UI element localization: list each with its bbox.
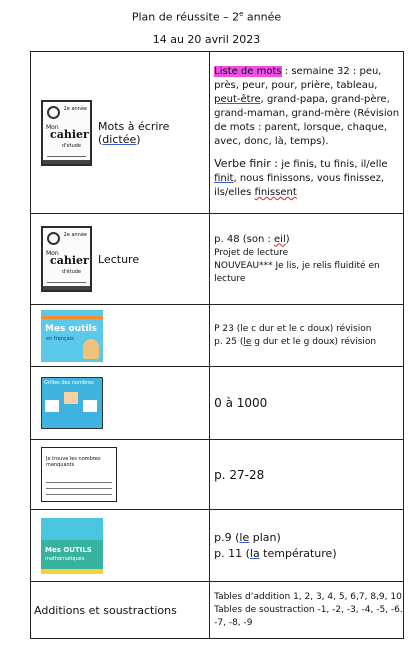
plan-table xyxy=(30,51,404,639)
page-dates: 14 au 20 avril 2023 xyxy=(152,33,261,46)
math-content: p.9 (le plan) p. 11 (la température) xyxy=(210,510,404,582)
francais-content: P 23 (le c dur et le c doux) révision p. 25 (le g dur et le g doux) révision xyxy=(210,305,404,367)
row-label-lecture: Lecture xyxy=(98,252,140,266)
row-label-mots: Mots à écrire (dictée) xyxy=(98,119,170,146)
grilles-content: 0 à 1000 xyxy=(210,367,404,440)
nombres-manquants-content: p. 27-28 xyxy=(210,440,404,510)
tables-content: Tables d’addition 1, 2, 3, 4, 5, 6,7, 8,9, 10 Tables de soustraction -1, -2, -3, -4, -5, -6. -7, -8, -9 xyxy=(210,582,404,639)
verbe-finir: Verbe finir : je finis, tu finis, il/elle finit, nous finissons, vous finissez, ils/elles finissent xyxy=(214,157,388,198)
mes-outils-math-image: Mes OUTILS mathématiques xyxy=(41,518,103,574)
liste-de-mots: Liste de mots : semaine 32 : peu, près, peur, pour, prière, tableau, peut-être, grand-papa, grand-père, grand-maman, grand-mère (Révision de mots : parent, lorsque, chaque, avec, donc, là, temps). xyxy=(214,66,400,147)
grilles-des-nombres-image: Grilles des nombres xyxy=(41,377,103,429)
table-row xyxy=(31,440,404,510)
table-row xyxy=(31,214,404,305)
mes-outils-francais-image: Mes outils en français xyxy=(41,310,103,362)
je-trouve-nombres-image: Je trouve les nombres manquants xyxy=(41,447,117,502)
mots-content xyxy=(210,52,404,214)
cahier-cover-image: 2e année Mon cahier d'étude xyxy=(41,100,92,166)
row-label-additions: Additions et soustractions xyxy=(34,603,177,617)
table-row xyxy=(31,367,404,440)
table-row xyxy=(31,305,404,367)
table-row xyxy=(31,52,404,214)
table-row xyxy=(31,510,404,582)
table-row xyxy=(31,582,404,639)
cahier-cover-image: 2e année Mon cahier d'étude xyxy=(41,226,92,292)
lecture-content: p. 48 (son : eil) Projet de lecture NOUVEAU*** Je lis, je relis fluidité en lecture xyxy=(210,214,404,305)
page-title: Plan de réussite – 2e année xyxy=(131,10,282,24)
